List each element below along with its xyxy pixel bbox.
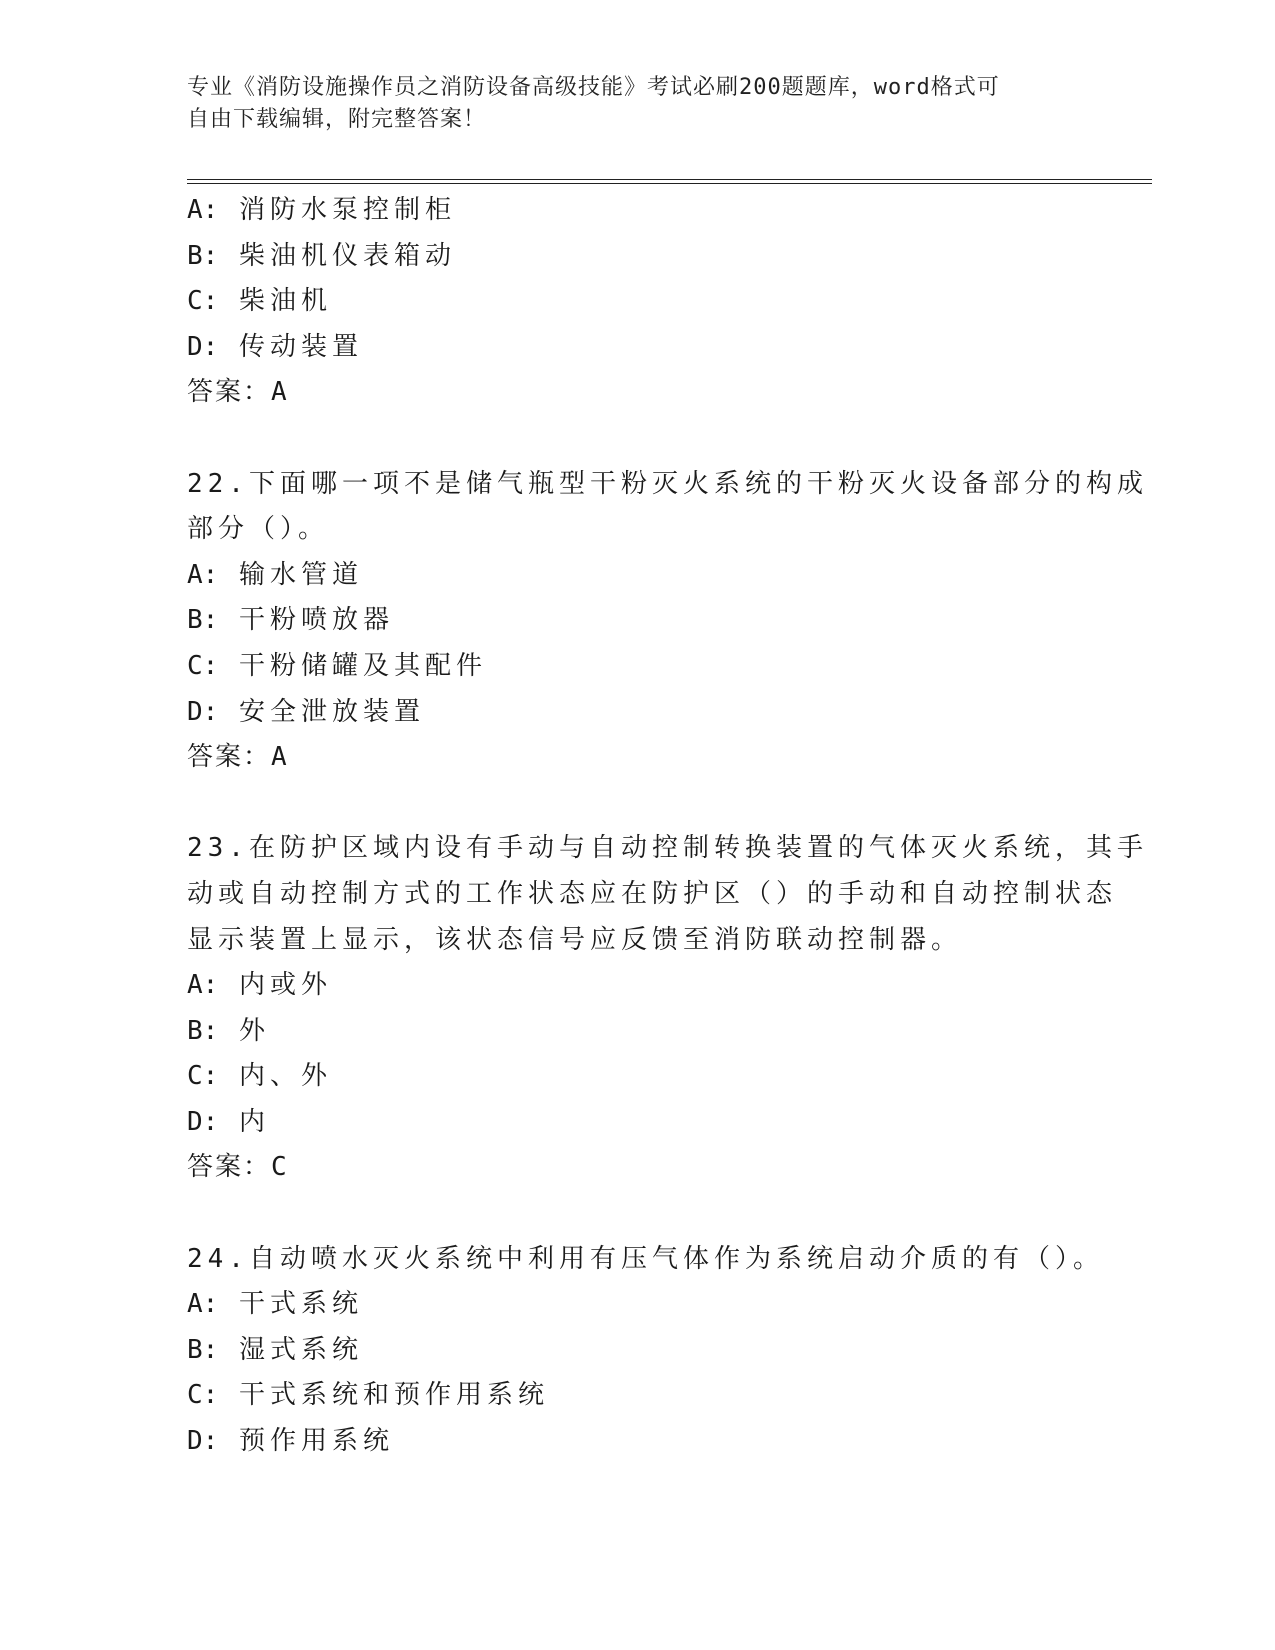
question-list xyxy=(187,188,1148,1465)
question-21-partial xyxy=(187,188,1087,416)
option-text: 干式系统 xyxy=(238,1289,363,1320)
option-letter: B: xyxy=(187,240,219,271)
option-c xyxy=(187,1373,1087,1419)
option-text: 内 xyxy=(238,1106,270,1137)
question-stem-line: 动或自动控制方式的工作状态应在防护区（）的手动和自动控制状态 xyxy=(187,878,1118,909)
option-letter: A: xyxy=(187,970,219,1001)
option-letter: B: xyxy=(187,605,219,636)
option-letter: C: xyxy=(187,1061,219,1092)
spacer xyxy=(187,416,1087,462)
option-text: 消防水泵控制柜 xyxy=(238,195,456,225)
answer-line xyxy=(187,1145,1087,1191)
option-letter: D: xyxy=(187,696,219,727)
option-d xyxy=(187,690,1087,736)
answer-value: A xyxy=(271,377,287,408)
option-text: 内或外 xyxy=(238,970,332,1001)
spacer xyxy=(187,1191,1087,1237)
option-letter: C: xyxy=(187,1380,219,1411)
option-text: 外 xyxy=(238,1015,270,1046)
option-b xyxy=(187,234,1087,280)
option-text: 干粉喷放器 xyxy=(238,605,394,636)
option-text: 内、外 xyxy=(238,1061,332,1092)
option-letter: D: xyxy=(187,1106,219,1137)
option-letter: C: xyxy=(187,286,219,317)
option-a xyxy=(187,1282,1087,1328)
option-d xyxy=(187,1100,1087,1146)
question-22 xyxy=(187,462,1148,781)
option-letter: D: xyxy=(187,1426,219,1457)
option-c xyxy=(187,644,1087,690)
option-letter: B: xyxy=(187,1334,219,1365)
option-text: 传动装置 xyxy=(238,331,363,362)
option-c xyxy=(187,1054,1087,1100)
header-divider-bottom xyxy=(187,183,1152,184)
answer-label: 答案： xyxy=(187,377,272,408)
option-text: 预作用系统 xyxy=(238,1426,394,1457)
option-text: 安全泄放装置 xyxy=(238,696,425,727)
question-stem-line: 23.在防护区域内设有手动与自动控制转换装置的气体灭火系统，其手 xyxy=(187,833,1148,864)
spacer xyxy=(187,781,1087,827)
option-d xyxy=(187,1419,1087,1465)
option-letter: A: xyxy=(187,1289,219,1320)
answer-line xyxy=(187,370,1087,416)
question-23 xyxy=(187,826,1148,1191)
option-a xyxy=(187,553,1087,599)
option-text: 柴油机 xyxy=(238,286,332,317)
option-a xyxy=(187,963,1087,1009)
answer-value: C xyxy=(271,1152,287,1183)
option-d xyxy=(187,325,1087,371)
question-stem-line: 24.自动喷水灭火系统中利用有压气体作为系统启动介质的有（）。 xyxy=(187,1243,1104,1274)
option-c xyxy=(187,279,1087,325)
question-stem-line: 22.下面哪一项不是储气瓶型干粉灭火系统的干粉灭火设备部分的构成 xyxy=(187,468,1148,499)
answer-label: 答案： xyxy=(187,742,272,773)
header-line-1: 专业《消防设施操作员之消防设备高级技能》考试必刷200题题库，word格式可 xyxy=(187,75,1000,100)
option-b xyxy=(187,598,1087,644)
question-24 xyxy=(187,1237,1104,1465)
document-header xyxy=(187,72,1067,136)
option-b xyxy=(187,1328,1087,1374)
option-a xyxy=(187,188,1087,234)
question-stem-line: 显示装置上显示，该状态信号应反馈至消防联动控制器。 xyxy=(187,924,963,955)
answer-label: 答案： xyxy=(187,1152,272,1183)
option-text: 输水管道 xyxy=(238,559,363,590)
option-letter: C: xyxy=(187,650,219,681)
option-letter: A: xyxy=(187,559,219,590)
option-text: 干式系统和预作用系统 xyxy=(238,1380,549,1411)
option-text: 柴油机仪表箱动 xyxy=(238,240,456,271)
option-text: 干粉储罐及其配件 xyxy=(238,650,487,681)
option-b xyxy=(187,1009,1087,1055)
option-letter: D: xyxy=(187,331,219,362)
question-stem-line: 部分（）。 xyxy=(187,514,330,545)
header-divider-top xyxy=(187,179,1152,180)
answer-value: A xyxy=(271,742,287,773)
option-letter: B: xyxy=(187,1015,219,1046)
header-line-2: 自由下载编辑，附完整答案！ xyxy=(187,107,487,132)
option-letter: A: xyxy=(187,195,219,225)
answer-line xyxy=(187,735,1087,781)
option-text: 湿式系统 xyxy=(238,1334,363,1365)
